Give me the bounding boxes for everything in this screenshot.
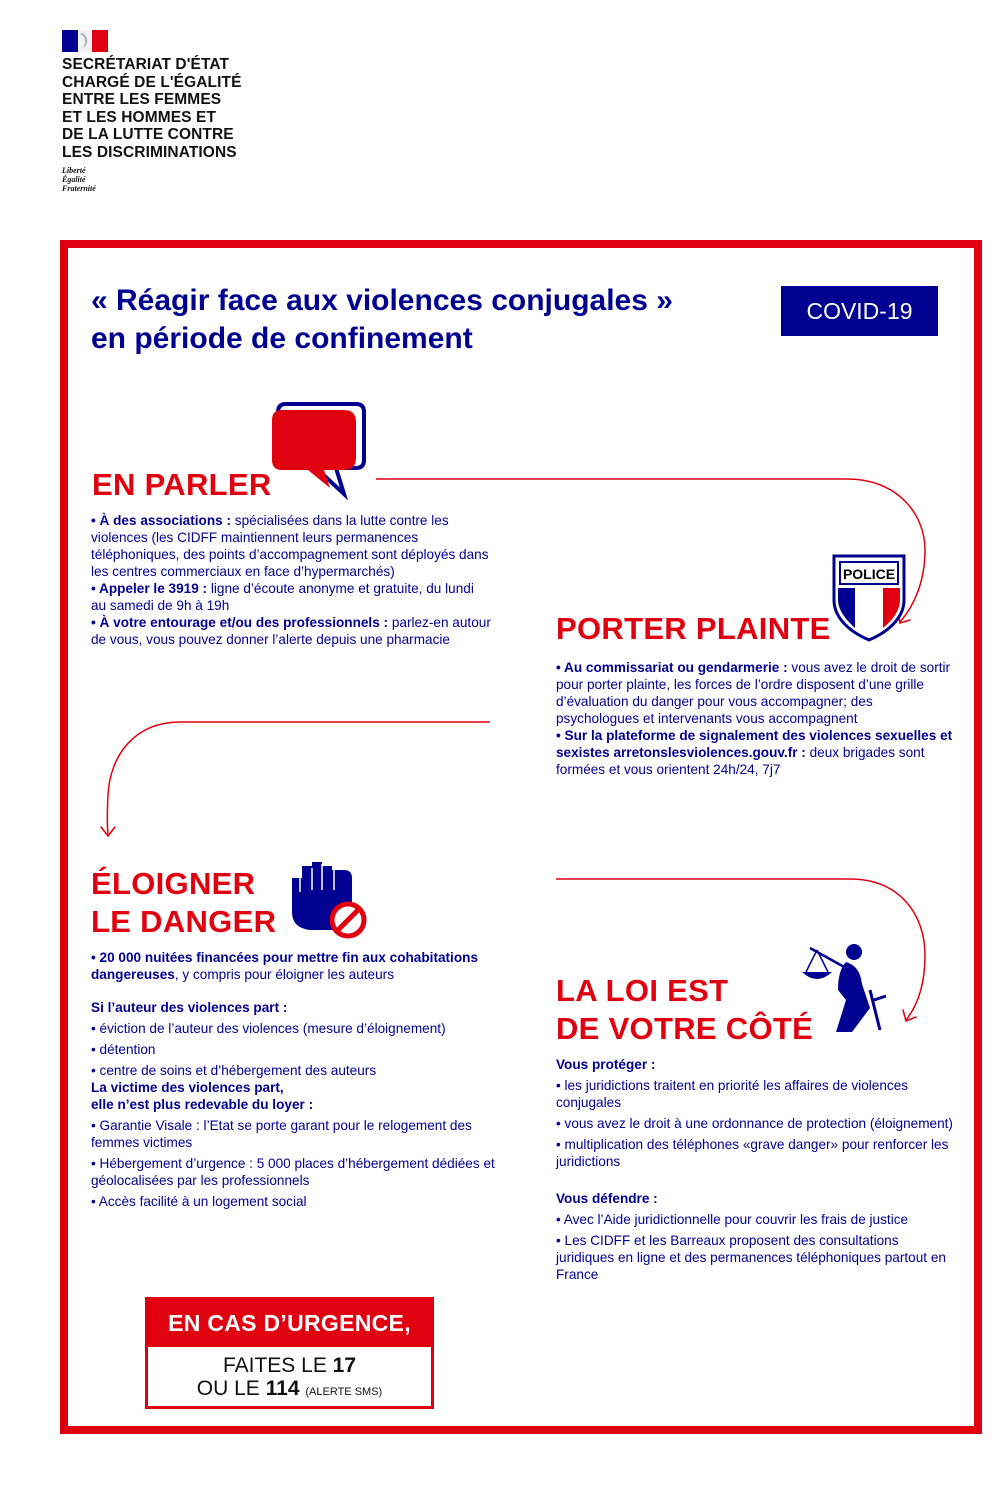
list-item (556, 727, 956, 778)
section-title-en-parler: EN PARLER (92, 467, 272, 502)
covid-badge: COVID-19 (781, 286, 938, 336)
emergency-number-114: 114 (265, 1377, 300, 1400)
emergency-line-1 (148, 1354, 431, 1377)
item-text: deux brigades sont formées et vous orientent 24h/24, 7j7 (556, 745, 925, 777)
item-text: ligne d’écoute anonyme et gratuite, du lundi au samedi de 9h à 19h (91, 581, 474, 613)
emergency-note: (ALERTE SMS) (305, 1386, 383, 1398)
list-item: • Avec l’Aide juridictionnelle pour couvrir les frais de justice (556, 1212, 909, 1227)
subheading (91, 1079, 511, 1096)
police-badge-label: POLICE (842, 566, 896, 582)
list-item (556, 659, 956, 727)
item-label: • Appeler le 3919 : (91, 581, 208, 596)
item-label: • 20 000 nuitées financées pour mettre fin aux cohabitations dangereuses (91, 950, 479, 982)
list-item: • Garantie Visale : l’Etat se porte garant pour le relogement des femmes victimes (91, 1118, 472, 1150)
title-line-1: ÉLOIGNER (91, 866, 256, 901)
list-item: • Les CIDFF et les Barreaux proposent des consultations juridiques en ligne et des permanences téléphoniques partout en France (556, 1233, 946, 1282)
list-item (91, 614, 491, 648)
title-line-1: « Réagir face aux violences conjugales » (91, 284, 673, 317)
ministry-line: ENTRE LES FEMMES (62, 91, 222, 108)
list-item (91, 512, 491, 580)
list-item: • les juridictions traitent en priorité les affaires de violences conjugales (556, 1078, 909, 1110)
emergency-text: FAITES LE (222, 1354, 333, 1377)
ministry-line: CHARGÉ DE L'ÉGALITÉ (62, 73, 242, 91)
emergency-numbers (148, 1347, 431, 1404)
title-line-2: DE VOTRE CÔTÉ (556, 1011, 814, 1046)
emergency-line-2 (148, 1377, 431, 1404)
ministry-line: ET LES HOMMES ET (62, 108, 217, 126)
list-item: • centre de soins et d’hébergement des auteurs (91, 1063, 377, 1078)
motto-line: Liberté (62, 166, 86, 175)
en-parler-list (91, 512, 491, 648)
item-label: • Au commissariat ou gendarmerie : (556, 660, 788, 675)
item-label: • À votre entourage et/ou des professionnels : (91, 615, 389, 630)
section-title-la-loi (556, 972, 813, 1048)
list-item: • Accès facilité à un logement social (91, 1194, 307, 1209)
item-text: spécialisées dans la lutte contre les violences (les CIDFF maintiennent leurs permanences téléphoniques, des points d’accompagnement sont déployés dans les centres commerciaux en face d’hypermarchés) (91, 513, 489, 579)
emergency-number-17: 17 (332, 1354, 357, 1377)
emergency-heading: EN CAS D’URGENCE, (148, 1300, 431, 1347)
list-item: • détention (91, 1042, 156, 1057)
emergency-text: OU LE (196, 1377, 266, 1400)
subheading-text: La victime des violences part, (91, 1080, 284, 1095)
motto-line: Égalité (62, 175, 86, 184)
ministry-line: SECRÉTARIAT D'ÉTAT (62, 56, 230, 73)
list-item: • multiplication des téléphones «grave danger» pour renforcer les juridictions (556, 1137, 949, 1169)
justice-scales-icon (802, 944, 886, 1032)
list-item: • éviction de l’auteur des violences (mesure d’éloignement) (91, 1021, 446, 1036)
subheading-text: elle n’est plus redevable du loyer : (91, 1097, 314, 1112)
item-text: vous avez le droit de sortir pour porter plainte, les forces de l’ordre disposent d’une grille d’évaluation du danger pour vous accompagner; des psychologues et intervenants vous accompagnent (556, 660, 951, 726)
subheading (556, 1056, 956, 1073)
subheading (556, 1190, 956, 1207)
subheading-text: Vous défendre : (556, 1191, 658, 1206)
item-label: • Sur la plateforme de signalement des violences sexuelles et sexistes arretonslesviolences.gouv.fr : (556, 728, 953, 760)
section-title-porter-plainte: PORTER PLAINTE (556, 611, 831, 646)
emergency-box (145, 1297, 434, 1409)
subheading (91, 999, 511, 1016)
list-item: • vous avez le droit à une ordonnance de protection (éloignement) (556, 1116, 953, 1131)
speech-bubble-icon (272, 404, 364, 494)
list-item: • Hébergement d’urgence : 5 000 places d’hébergement dédiées et géolocalisées par les professionnels (91, 1156, 495, 1188)
la-loi-list (556, 1056, 956, 1283)
list-item (91, 580, 491, 614)
title-line-2: LE DANGER (91, 904, 277, 939)
item-text: parlez-en autour de vous, vous pouvez donner l’alerte depuis une pharmacie (91, 615, 491, 647)
subheading (91, 1096, 511, 1113)
ministry-line: LES DISCRIMINATIONS (62, 143, 237, 161)
item-text: , y compris pour éloigner les auteurs (174, 967, 394, 982)
eloigner-le-danger-list (91, 949, 511, 1210)
arrow-connector-icon (101, 722, 490, 836)
porter-plainte-list (556, 659, 956, 778)
title-line-1: LA LOI EST (556, 973, 729, 1008)
stop-hand-icon (292, 862, 364, 936)
ministry-line: DE LA LUTTE CONTRE (62, 126, 234, 143)
section-title-eloigner-le-danger (91, 865, 276, 941)
subheading-text: Si l’auteur des violences part : (91, 1000, 288, 1015)
subheading-text: Vous protéger : (556, 1057, 656, 1072)
list-item (91, 949, 511, 983)
motto-line: Fraternité (62, 184, 96, 193)
item-label: • À des associations : (91, 513, 231, 528)
police-badge-icon (834, 556, 904, 640)
title-line-2: en période de confinement (91, 322, 473, 355)
